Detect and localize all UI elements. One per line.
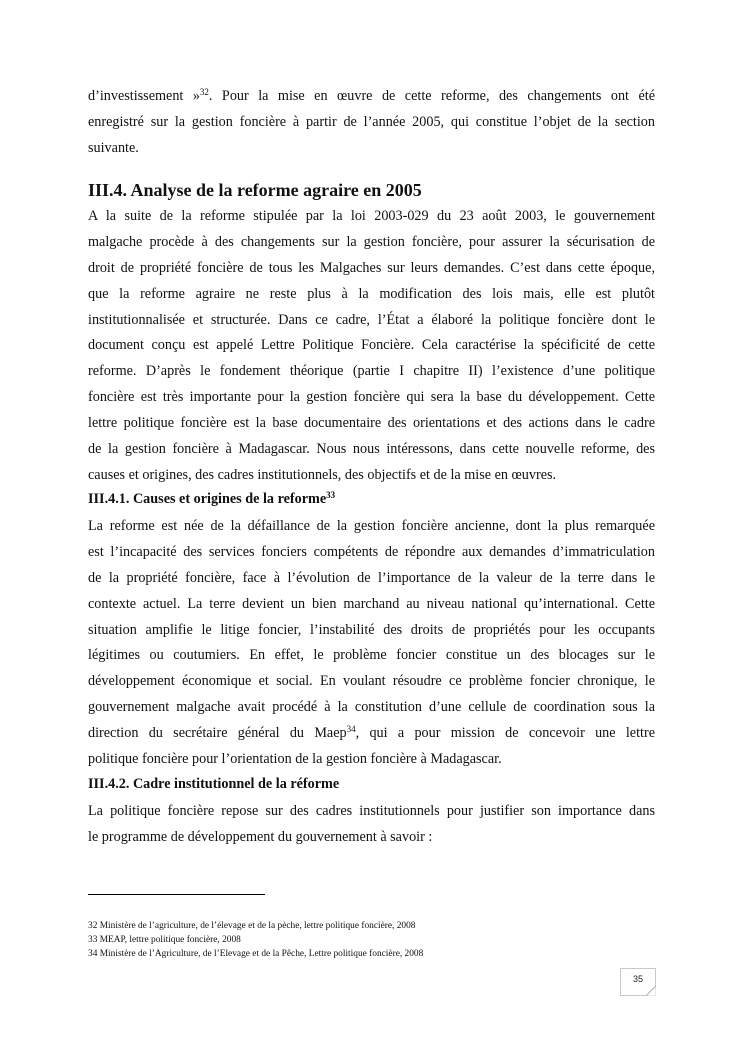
text-line: A la suite de la reforme stipulée par la loi 2003-029 du 23 août 2003, le gouvernement: [88, 208, 655, 224]
text-line: direction du secrétaire général du Maep$^{34}$, qui a pour mission de concevoir une lettre: [88, 724, 655, 742]
subsection-heading-cadre: III.4.2. Cadre institutionnel de la réforme: [88, 776, 340, 792]
text-line: malgache procède à des changements sur la gestion foncière, pour assurer la sécurisation de: [88, 233, 655, 250]
page-number-box: [620, 968, 656, 996]
causes-paragraph: [88, 514, 655, 773]
intro-paragraph: [88, 84, 655, 162]
text-line: foncière est très importante pour la gestion foncière qui sera la base du développement. Cette: [88, 389, 655, 406]
text-line: de la propriété foncière, face à l’évolution de l’importance de la valeur de la terre dans le: [88, 569, 655, 586]
text-line: gouvernement malgache avait procédé à la constitution d’une cellule de coordination sous la: [88, 699, 655, 716]
footnote-separator: [88, 894, 265, 895]
cadre-paragraph: [88, 799, 655, 851]
page-number: 35: [632, 974, 643, 984]
text-line: institutionnalisée et structurée. Dans ce cadre, l’État a élaboré la politique foncière dont le: [88, 311, 655, 328]
text-line: le programme de développement du gouvernement à savoir :: [88, 828, 433, 845]
text-line: légitimes ou coutumiers. En effet, le problème foncier constitue un des blocages sur le: [88, 647, 655, 664]
footnote-34: 34 Ministère de l’Agriculture, de l’Elevage et de la Pêche, Lettre politique foncière, 2008: [88, 949, 424, 959]
text-line: que la reforme agraire ne reste plus à la modification des lois mais, elle est plutôt: [88, 285, 655, 302]
section-heading: III.4. Analyse de la reforme agraire en 2005: [88, 180, 422, 200]
text-line: politique foncière pour l’orientation de la gestion foncière à Madagascar.: [88, 751, 502, 768]
text-line: droit de propriété foncière de tous les Malgaches sur leurs demandes. C’est dans cette époque,: [88, 259, 655, 276]
text-line: enregistré sur la gestion foncière à partir de l’année 2005, qui constitue l’objet de la section: [88, 113, 655, 130]
text-line: contexte actuel. La terre devient un bien marchand au niveau national qu’international. Cette: [88, 595, 655, 612]
text-line: La reforme est née de la défaillance de la gestion foncière ancienne, dont la plus remarquée: [88, 518, 655, 534]
footnote-ref: 33: [326, 490, 336, 500]
footnote-33: 33 MEAP, lettre politique foncière, 2008: [88, 935, 241, 945]
text-line: La politique foncière repose sur des cadres institutionnels pour justifier son importance dans: [88, 803, 655, 819]
text-line: suivante.: [88, 139, 139, 156]
text-line: causes et origines, des cadres institutionnels, des objectifs et de la mise en œuvres.: [88, 466, 557, 483]
text-line: document conçu est appelé Lettre Politique Foncière. Cela caractérise la spécificité de cette: [88, 337, 655, 354]
text-line: de la gestion foncière à Madagascar. Nous nous intéressons, dans cette nouvelle reforme, des: [88, 441, 655, 458]
text-line: reforme. D’après le fondement théorique (partie I chapitre II) l’existence d’une politique: [88, 363, 655, 380]
text-line: est l’incapacité des services fonciers compétents de répondre aux demandes d’immatriculation: [88, 543, 655, 560]
text-line: développement économique et social. En voulant résoudre ce problème foncier chronique, le: [88, 673, 655, 690]
text-line: situation amplifie le litige foncier, l’instabilité des droits de propriétés pour les occupants: [88, 621, 655, 638]
text-line: lettre politique foncière est la base documentaire des orientations et des actions dans le cadre: [88, 415, 655, 432]
section-paragraph: [88, 204, 655, 489]
footnote-ref: 34: [346, 724, 356, 735]
footnote-32: 32 Ministère de l’agriculture, de l’élevage et de la pèche, lettre politique foncière, 2008: [88, 921, 416, 931]
footnote-ref: 32: [199, 87, 209, 97]
text-line: d’investissement »$^{32}$. Pour la mise en œuvre de cette reforme, des changements ont été: [88, 87, 655, 104]
subsection-heading-causes: III.4.1. Causes et origines de la reforme$^{33}$: [88, 490, 336, 507]
page-curl-icon: [646, 986, 656, 996]
